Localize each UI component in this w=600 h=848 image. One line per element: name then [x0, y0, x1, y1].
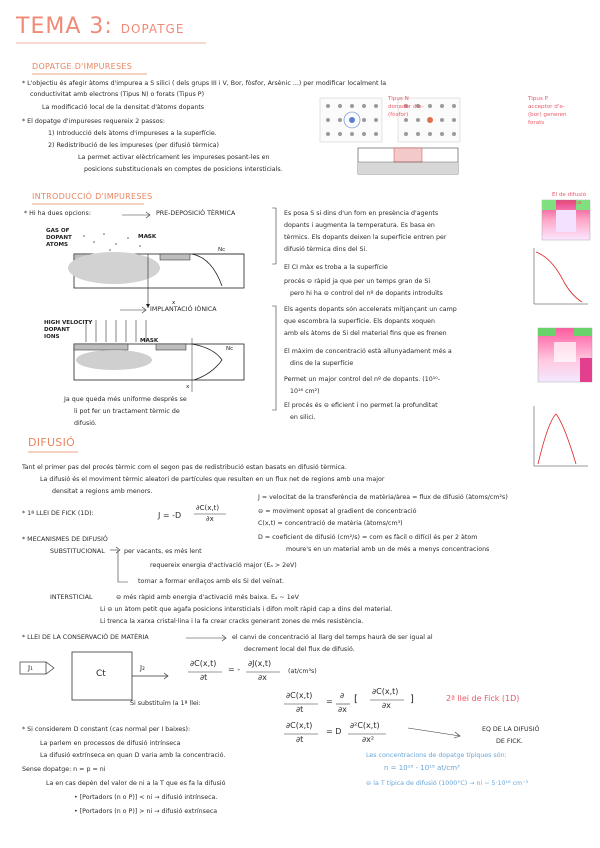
conc-blue-3: ⊖ la T típica de difusió (1000°C) → ni ~ 5·10¹⁸ cm⁻³	[366, 780, 529, 787]
opt2-label: IMPLANTACIÓ IÒNICA	[150, 306, 217, 313]
eq-name-2: DE FICK.	[496, 738, 523, 745]
r2-line-9: en silici.	[290, 414, 316, 421]
eq-cons-eq: = -	[228, 665, 241, 674]
sim-plot-1	[542, 200, 590, 240]
label-tipus-p-2: acceptor d'e-	[528, 104, 565, 110]
r1-line-3: tèrmics. Els dopants deixen la superfície entren per	[284, 234, 447, 241]
sim-curve-1	[534, 248, 588, 304]
mech-subst-3: tornar a formar enllaços amb els Si del veïnat.	[138, 578, 284, 585]
const-mid: = D	[326, 727, 342, 736]
label-tipus-p-3: (bor) generen	[528, 112, 567, 118]
mech-inter-3: Li trenca la xarxa cristal·lina i la fa crear cracks generant zones de més resistència.	[100, 618, 364, 625]
j-in: J₁	[28, 664, 33, 672]
section1-heading: DOPATGE D'IMPURESES	[32, 62, 133, 71]
fig1-mask: MASK	[138, 234, 157, 240]
label-tipus-p-4: forats	[528, 120, 545, 126]
case-2: • [Portadors (n o P)] > ni → difusió extrínseca	[74, 808, 218, 815]
cases-intro: La en cas depèn del valor de ni a la T que es fa la difusió	[46, 780, 226, 787]
mech-inter: INTERSTICIAL	[50, 594, 93, 601]
r1-line-1: Es posa S si dins d'un forn en presència d'agents	[284, 210, 439, 217]
s1-line-2: conductivitat amb electrons (Tipus N) o forats (Tipus P)	[30, 91, 205, 98]
title-word: DOPATGE	[120, 22, 185, 36]
sim-plot-2	[538, 328, 592, 382]
conservation-box-diagram	[18, 648, 198, 706]
substrate-diagram	[358, 148, 458, 174]
s1-line-6: 2) Redistribució de les impureses (per difusió tèrmica)	[48, 142, 219, 149]
mech-subst-1: per vacants, es més lent	[124, 548, 202, 555]
eq-cons-num2: ∂J(x,t)	[248, 659, 272, 668]
box-label: Ct	[96, 669, 106, 679]
fig2-x: x	[186, 384, 190, 390]
fig2-label-3: IONS	[44, 334, 60, 340]
eq-cons-num1: ∂C(x,t)	[190, 659, 217, 668]
case-1: • [Portadors (n o P)] < ni → difusió intrínseca.	[74, 794, 218, 801]
note-line-1: Ja que queda més uniforme després se	[64, 396, 187, 403]
sense-dopatge: Sense dopatge: n = p = ni	[22, 766, 106, 773]
title-underline	[16, 40, 216, 46]
r1-line-2: dopants i augmenta la temperatura. Es basa en	[284, 222, 435, 229]
r2-line-7: 10¹⁶ cm²)	[290, 388, 320, 395]
cons-text-1: el canvi de concentració al llarg del temps haurà de ser igual al	[232, 634, 433, 641]
eq2-inner-num: ∂C(x,t)	[372, 687, 399, 696]
r1-line-4: difusió tèrmica dins del Si.	[284, 246, 368, 253]
page-title	[16, 14, 184, 39]
def-J: J = velocitat de la transferència de matèria/àrea = flux de difusió (àtoms/cm²s)	[258, 494, 508, 501]
eq2-num2: ∂	[340, 691, 345, 700]
r1-line-5: El CI màx es troba a la superfície	[284, 264, 388, 271]
figure-ion-implantation	[44, 318, 266, 394]
subst-label: Si substituïm la 1ª llei:	[130, 700, 201, 707]
s3-line-1: Tant el primer pas del procés tèrmic com el segon pas de redistribució estan basats en difusió tèrmica.	[22, 464, 347, 471]
s1-line-7: La permet activar elèctricament les impureses posant-les en	[78, 154, 270, 161]
s3-line-2: La difusió és el moviment tèrmic aleatori de partícules que resulten en un flux net de regions amb una major	[40, 476, 385, 483]
r2-line-6: Permet un major control del nº de dopants. (10¹⁰-	[284, 376, 441, 383]
section2-heading: INTRODUCCIÓ D'IMPURESES	[32, 192, 153, 201]
label-tipus-p: Tipus P	[528, 96, 548, 102]
bracket-1	[270, 206, 284, 266]
mech-subst: SUBSTITUCIONAL	[50, 548, 105, 555]
s1-line-5: 1) Introducció dels àtoms d'impureses a la superfície.	[48, 130, 217, 137]
fig1-gas: GAS OF	[46, 228, 70, 234]
intrinsic-2: La difusió extrínseca en quan D varia amb la concentració.	[40, 752, 226, 759]
fig2-mask: MASK	[140, 338, 159, 344]
j-out: J₂	[140, 664, 145, 672]
fig1-gas-3: ATOMS	[46, 242, 69, 248]
r1-line-6: procés ⊖ ràpid ja que per un temps gran de Si	[284, 278, 431, 285]
eq-cons-den2: ∂x	[258, 673, 267, 682]
conc-blue-2: n = 10¹⁶ - 10¹⁸ at/cm³	[384, 764, 460, 772]
opt1-label: PRE-DEPOSICIÓ TÈRMICA	[156, 210, 236, 217]
conc-blue-1: Les concentracions de dopatge típiques són:	[366, 752, 507, 759]
simulation-plots	[528, 192, 596, 470]
label-tipus-n-3: (fòsfor)	[388, 112, 409, 118]
fig1-gas-2: DOPANT	[46, 235, 72, 241]
arrow-cons	[186, 634, 230, 642]
fick1-num: ∂C(x,t)	[196, 504, 220, 512]
eq2-bracket-right: ]	[410, 694, 414, 705]
note-line-2: li pot fer un tractament tèrmic de	[74, 408, 180, 415]
label-tipus-n-2: donador d'e-	[388, 104, 424, 110]
r2-line-8: El procés és ⊖ eficient i no permet la profunditat	[284, 402, 438, 409]
section1-underline	[32, 72, 152, 76]
lattice-n	[320, 98, 382, 142]
arrow-opt2	[120, 306, 150, 314]
eq2-mid: =	[326, 697, 333, 706]
fig1-x: x	[172, 300, 176, 306]
note-line-3: difusió.	[74, 420, 97, 427]
mech-label: * MECANISMES DE DIFUSIÓ	[22, 536, 108, 543]
cons-label: * LLEI DE LA CONSERVACIÓ DE MATÈRIA	[22, 634, 149, 641]
fick1-J: J = -D	[158, 511, 182, 520]
const-den1: ∂t	[296, 735, 304, 744]
s1-line-4: * El dopatge d'impureses requereix 2 passos:	[22, 118, 165, 125]
fig2-label-2: DOPANT	[44, 327, 70, 333]
fig2-label-1: HIGH VELOCITY	[44, 320, 93, 326]
eq-cons-den1: ∂t	[200, 673, 208, 682]
const-num2: ∂²C(x,t)	[350, 721, 380, 730]
fig1-nc: Nc	[218, 247, 226, 253]
r2-line-2: que escombra la superfície. Els dopants xoquen	[284, 318, 436, 325]
def-D-tail: moure's en un material amb un de més a menys concentracions	[286, 546, 490, 553]
def-C: C(x,t) = concentració de matèria (àtoms/cm³)	[258, 520, 403, 527]
s1-line-1: * L'objectiu és afegir àtoms d'impurea a S silici ( dels grups III i V, Bor, fòsfor, Arsènic ...) per modificar localment la	[22, 80, 387, 87]
bubble-2: tèrmica	[560, 200, 582, 206]
fick1-label: * 1ª LLEI DE FICK (1D):	[22, 510, 94, 517]
def-minus: ⊖ = moviment oposat al gradient de concentració	[258, 508, 417, 515]
fick2-label: 2ª llei de Fick (1D)	[446, 694, 520, 703]
r2-line-3: amb els àtoms de Si del material fins que es frenen	[284, 330, 447, 337]
r2-line-5: dins de la superfície	[290, 360, 354, 367]
label-tipus-n: Tipus N	[388, 96, 409, 102]
eq-cons-units: (at/cm³s)	[288, 668, 317, 675]
arrow-opt1	[122, 211, 154, 219]
section3-heading: DIFUSIÓ	[28, 436, 76, 449]
title-prefix: TEMA 3:	[16, 14, 113, 39]
bubble-1: El de difusió	[552, 192, 587, 198]
const-label: * Si considerem D constant (cas normal per I baixes):	[22, 726, 191, 733]
eq2-bracket-left: [	[354, 694, 358, 705]
fig2-nc: Nc	[226, 346, 234, 352]
section3-underline	[28, 450, 88, 454]
eq2-den1: ∂t	[296, 705, 304, 714]
bracket-2	[270, 304, 284, 414]
s3-line-3: densitat a regions amb menors.	[52, 488, 153, 495]
s1-line-8: posicions substitucionals en comptes de posicions intersticials.	[84, 166, 283, 173]
arrow-eq-name	[408, 726, 468, 740]
section2-underline	[32, 202, 152, 206]
s1-line-3: La modificació local de la densitat d'àtoms dopants	[42, 104, 205, 111]
mech-inter-2: Li ⊖ un àtom petit que agafa posicions intersticials i difon molt ràpid cap a dins del material.	[100, 606, 393, 613]
cons-text-2: decrement local del flux de difusió.	[244, 646, 355, 653]
eq2-inner-den: ∂x	[382, 701, 391, 710]
eq-name-1: EQ DE LA DIFUSIÓ	[482, 726, 540, 733]
r1-line-7: pero hi ha ⊖ control del nº de dopants introduïts	[290, 290, 443, 297]
fick1-den: ∂x	[206, 515, 214, 523]
mech-subst-2: requereix energia d'activació major (Eₐ > 2eV)	[150, 562, 297, 569]
r2-line-1: Els agents dopants són accelerats mitjançant un camp	[284, 306, 457, 313]
intrinsic-1: La parlem en processos de difusió intrínseca	[40, 740, 181, 747]
mech-inter-1: ⊖ més ràpid amb energia d'activació més baixa. Eₐ ~ 1eV	[116, 594, 299, 601]
const-num1: ∂C(x,t)	[286, 721, 313, 730]
eq2-num1: ∂C(x,t)	[286, 691, 313, 700]
def-D: D = coeficient de difusió (cm²/s) = com es fàcil o difícil és per 2 àtom	[258, 534, 478, 541]
r2-line-4: El màxim de concentració està allunyadament més a	[284, 348, 452, 355]
eq2-den2: ∂x	[338, 705, 347, 714]
s2-intro: * Hi ha dues opcions:	[24, 210, 91, 217]
const-den2: ∂x²	[362, 735, 375, 744]
sim-curve-2	[534, 406, 588, 466]
